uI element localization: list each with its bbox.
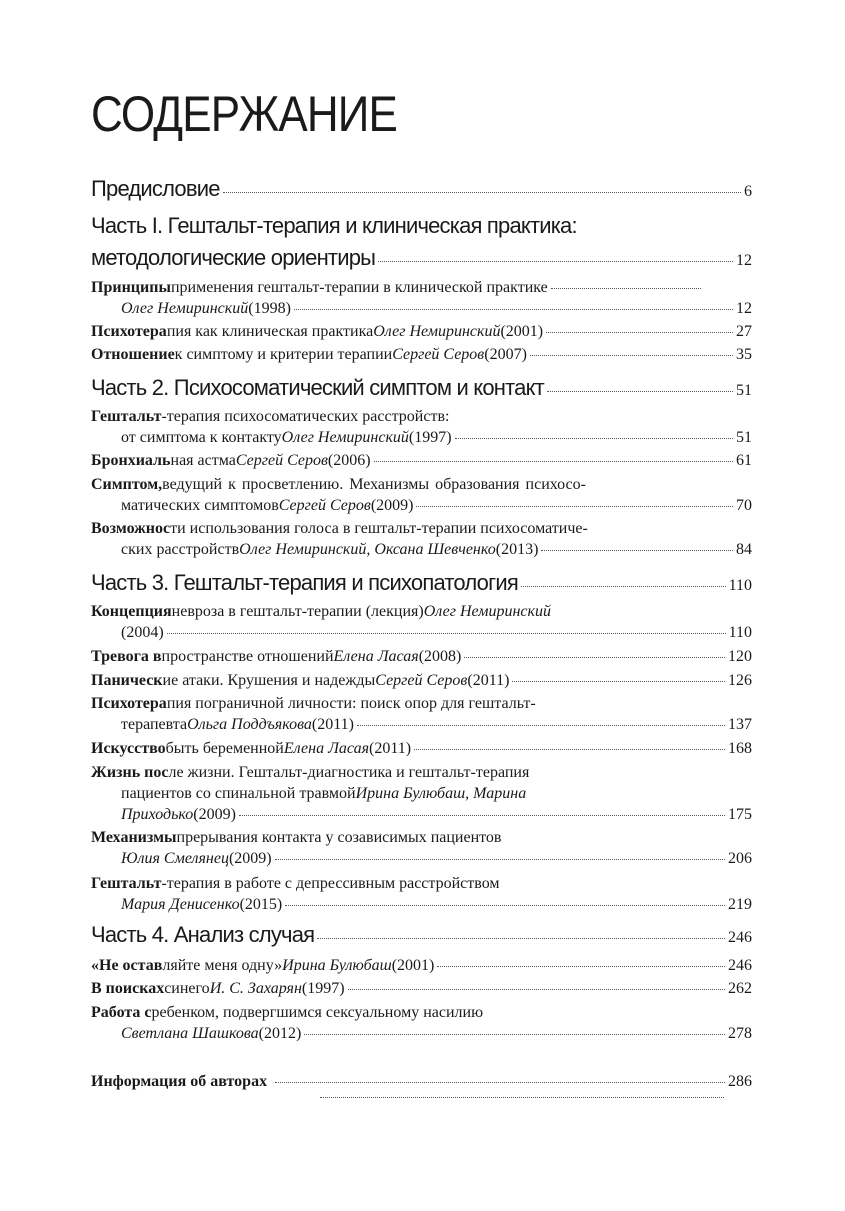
toc-entry-13[interactable] <box>91 764 752 784</box>
page-number: 175 <box>728 806 752 823</box>
leader-dots <box>512 681 725 682</box>
part-label: методологические ориентиры <box>91 245 376 270</box>
part-label: Часть 2. Психосоматический симптом и контакт <box>91 375 544 400</box>
toc-entry-4[interactable] <box>91 408 752 428</box>
toc-entry-5[interactable] <box>91 452 752 472</box>
entry-year: (2011) <box>311 716 354 733</box>
entry-lead: Бронхиаль <box>91 452 171 469</box>
toc-part-2[interactable] <box>91 375 752 403</box>
leader-dots <box>167 633 726 634</box>
entry-title-cont: терапевта <box>121 716 188 733</box>
entry-year: (2009) <box>193 806 236 823</box>
leader-dots <box>374 461 733 462</box>
entry-title: невроза в гештальт-терапии (лекция) <box>171 603 424 620</box>
entry-title: пия как клиническая практика <box>166 323 374 340</box>
entry-title-cont: пациентов со спинальной травмой <box>121 785 356 802</box>
entry-lead: Отношение <box>91 346 175 363</box>
page-number: 137 <box>728 716 752 733</box>
entry-lead: Искусство <box>91 740 166 757</box>
entry-lead: Гештальт <box>91 875 162 892</box>
toc-part-4[interactable] <box>91 922 752 950</box>
entry-author: Олег Немиринский <box>423 603 551 620</box>
entry-title-cont: матических симптомов <box>121 497 279 514</box>
entry-author: Сергей Серов <box>278 497 371 514</box>
entry-year: (2009) <box>228 850 272 867</box>
toc-entry-14-line2[interactable] <box>121 850 752 870</box>
entry-title: ти использования голоса в гештальт-терапии психосоматиче- <box>170 520 588 537</box>
entry-year: (1997) <box>408 429 452 446</box>
entry-author: Ольга Поддъякова <box>187 716 312 733</box>
leader-dots <box>521 586 726 587</box>
leader-dots <box>455 438 733 439</box>
toc-entry-15-line2[interactable] <box>121 896 752 916</box>
toc-entry-9[interactable] <box>91 648 752 668</box>
entry-lead: «Не остав <box>91 957 163 974</box>
entry-author: Сергей Серов <box>235 452 328 469</box>
entry-author-cont: Приходько <box>121 806 194 823</box>
entry-title: к симптому и критерии терапии <box>174 346 393 363</box>
entry-title: ие атаки. Крушения и надежды <box>162 672 376 689</box>
leader-dots <box>416 506 733 507</box>
entry-year: (2011) <box>467 672 510 689</box>
entry-lead: Психотера <box>91 695 167 712</box>
toc-entry-18[interactable] <box>91 1004 752 1024</box>
leader-dots <box>464 657 725 658</box>
entry-author: И. С. Захарян <box>209 980 302 997</box>
entry-year: (2011) <box>369 740 412 757</box>
entry-lead: Симптом, <box>91 476 163 493</box>
toc-entry-4-line2[interactable] <box>121 429 752 449</box>
entry-lead: Информация об авторах <box>91 1073 268 1090</box>
page-number: 84 <box>736 541 752 558</box>
page-number: 51 <box>736 382 752 399</box>
leader-dots <box>551 288 701 289</box>
page-number: 61 <box>736 452 752 469</box>
entry-year: (2008) <box>418 648 462 665</box>
leader-dots <box>357 725 725 726</box>
toc-part-preface[interactable] <box>91 176 752 204</box>
entry-lead: Возможнос <box>91 520 171 537</box>
page-number: 51 <box>736 429 752 446</box>
entry-year: (2007) <box>484 346 527 363</box>
leader-dots <box>275 859 725 860</box>
page-number: 219 <box>728 896 752 913</box>
entry-year: (2015) <box>239 896 283 913</box>
entry-title: -терапия в работе с депрессивным расстройством <box>161 875 500 892</box>
toc-entry-13-line3[interactable] <box>121 806 752 826</box>
toc-entry-15[interactable] <box>91 875 752 895</box>
leader-dots <box>320 1097 724 1098</box>
page-number: 246 <box>728 929 752 946</box>
entry-author: Олег Немиринский <box>373 323 501 340</box>
entry-lead: Психотера <box>91 323 167 340</box>
leader-dots <box>546 332 733 333</box>
entry-lead: Тревога в <box>91 648 162 665</box>
page-number: 262 <box>728 980 752 997</box>
entry-year: (2004) <box>121 624 164 641</box>
entry-author: Олег Немиринский <box>121 300 249 317</box>
entry-author: Елена Ласая <box>283 740 370 757</box>
part-label: Часть 4. Анализ случая <box>91 922 315 947</box>
entry-author: Светлана Шашкова <box>121 1025 259 1042</box>
part-label: Предисловие <box>91 176 220 201</box>
entry-year: (2001) <box>391 957 435 974</box>
entry-title-cont: ских расстройств <box>121 541 240 558</box>
entry-lead: Работа с <box>91 1004 152 1021</box>
entry-title: пия пограничной личности: поиск опор для гештальт- <box>166 695 536 712</box>
toc-part-1[interactable] <box>91 245 752 273</box>
toc-entry-6-line2[interactable] <box>121 497 752 517</box>
toc-entry-16[interactable] <box>91 957 752 977</box>
entry-year: (2006) <box>327 452 371 469</box>
toc-entry-17[interactable] <box>91 980 752 1000</box>
toc-part-3[interactable] <box>91 570 752 598</box>
entry-lead: Концепция <box>91 603 172 620</box>
leader-dots <box>541 550 733 551</box>
entry-lead: Жизнь пос <box>91 764 169 781</box>
page-number: 6 <box>744 183 752 200</box>
entry-title: ляйте меня одну» <box>162 957 283 974</box>
entry-author: Олег Немиринский <box>281 429 409 446</box>
leader-dots <box>294 309 733 310</box>
entry-author: Мария Денисенко <box>121 896 240 913</box>
entry-title: ная астма <box>170 452 236 469</box>
leader-dots <box>304 1034 725 1035</box>
toc-entry-14[interactable] <box>91 829 752 849</box>
toc-entry-8[interactable] <box>91 603 752 623</box>
entry-title: синего <box>164 980 210 997</box>
toc-entry-7[interactable] <box>91 520 752 540</box>
page-title: СОДЕРЖАНИЕ <box>91 86 397 142</box>
leader-dots <box>348 989 725 990</box>
leader-dots <box>275 1082 725 1083</box>
page-number: 278 <box>728 1025 752 1042</box>
page-number: 126 <box>728 672 752 689</box>
entry-title: прерывания контакта у созависимых пациентов <box>176 829 502 846</box>
entry-year: (2013) <box>495 541 539 558</box>
toc-entry-11-line2[interactable] <box>121 716 752 736</box>
page-number: 206 <box>728 850 752 867</box>
leader-dots <box>437 966 725 967</box>
entry-year: (1997) <box>301 980 345 997</box>
trailing-leader-dots <box>320 1100 724 1114</box>
toc-entry-8-line2[interactable] <box>121 624 752 644</box>
entry-author: Сергей Серов <box>375 672 468 689</box>
page-number: 286 <box>728 1073 752 1090</box>
toc-entry-2[interactable] <box>91 323 752 343</box>
entry-lead: Принципы <box>91 279 171 296</box>
entry-title: ле жизни. Гештальт-диагностика и гештальт-терапия <box>168 764 530 781</box>
toc-entry-authors-info[interactable] <box>91 1073 752 1093</box>
entry-lead: Гештальт <box>91 408 162 425</box>
toc-entry-12[interactable] <box>91 740 752 760</box>
entry-title: быть беременной <box>165 740 284 757</box>
toc-entry-11[interactable] <box>91 695 752 715</box>
entry-title: -терапия психосоматических расстройств: <box>161 408 450 425</box>
entry-title-cont: от симптома к контакту <box>121 429 282 446</box>
entry-author: Ирина Булюбаш, Марина <box>355 785 527 802</box>
entry-title: ведущий к просветлению. Механизмы образования психосо- <box>162 476 586 493</box>
entry-author: Юлия Смелянец <box>121 850 229 867</box>
entry-title: ребенком, подвергшимся сексуальному насилию <box>151 1004 484 1021</box>
toc-entry-13-line2[interactable] <box>121 785 752 805</box>
entry-year: (2009) <box>370 497 414 514</box>
toc-entry-6[interactable] <box>91 476 752 496</box>
entry-year: (2001) <box>500 323 544 340</box>
entry-title: пространстве отношений <box>161 648 334 665</box>
entry-year: (2012) <box>258 1025 302 1042</box>
entry-author: Сергей Серов <box>392 346 485 363</box>
entry-year: (1998) <box>248 300 291 317</box>
page-number: 246 <box>728 957 752 974</box>
leader-dots <box>414 749 725 750</box>
entry-lead: Паническ <box>91 672 163 689</box>
entry-author: Олег Немиринский, Оксана Шевченко <box>239 541 496 558</box>
leader-dots <box>530 355 733 356</box>
entry-title: применения гештальт-терапии в клинической практике <box>170 279 548 296</box>
entry-author: Елена Ласая <box>333 648 419 665</box>
page-number: 168 <box>728 740 752 757</box>
leader-dots <box>239 815 725 816</box>
entry-lead: Механизмы <box>91 829 177 846</box>
toc-entry-1[interactable] <box>91 279 704 299</box>
page-number: 110 <box>728 624 752 641</box>
leader-dots <box>223 192 741 193</box>
part-label: Часть 3. Гештальт-терапия и психопатология <box>91 570 518 595</box>
toc-entry-10[interactable] <box>91 672 752 692</box>
toc-entry-1-line2[interactable] <box>121 300 752 320</box>
toc-entry-3[interactable] <box>91 346 752 366</box>
leader-dots <box>317 938 725 939</box>
leader-dots <box>547 391 733 392</box>
toc-entry-7-line2[interactable] <box>121 541 752 561</box>
part-label: Часть I. Гештальт-терапия и клиническая практика: <box>91 213 577 238</box>
page-number: 35 <box>736 346 752 363</box>
leader-dots <box>285 905 725 906</box>
entry-lead: В поисках <box>91 980 165 997</box>
page-number: 12 <box>736 252 752 269</box>
page-number: 120 <box>728 648 752 665</box>
page-number: 110 <box>728 577 752 594</box>
page-number: 27 <box>736 323 752 340</box>
toc-entry-18-line2[interactable] <box>121 1025 752 1045</box>
toc-part-1-line1[interactable] <box>91 213 752 243</box>
page-number: 12 <box>736 300 752 317</box>
page-number: 70 <box>736 497 752 514</box>
entry-author: Ирина Булюбаш <box>282 957 392 974</box>
leader-dots <box>378 261 733 262</box>
